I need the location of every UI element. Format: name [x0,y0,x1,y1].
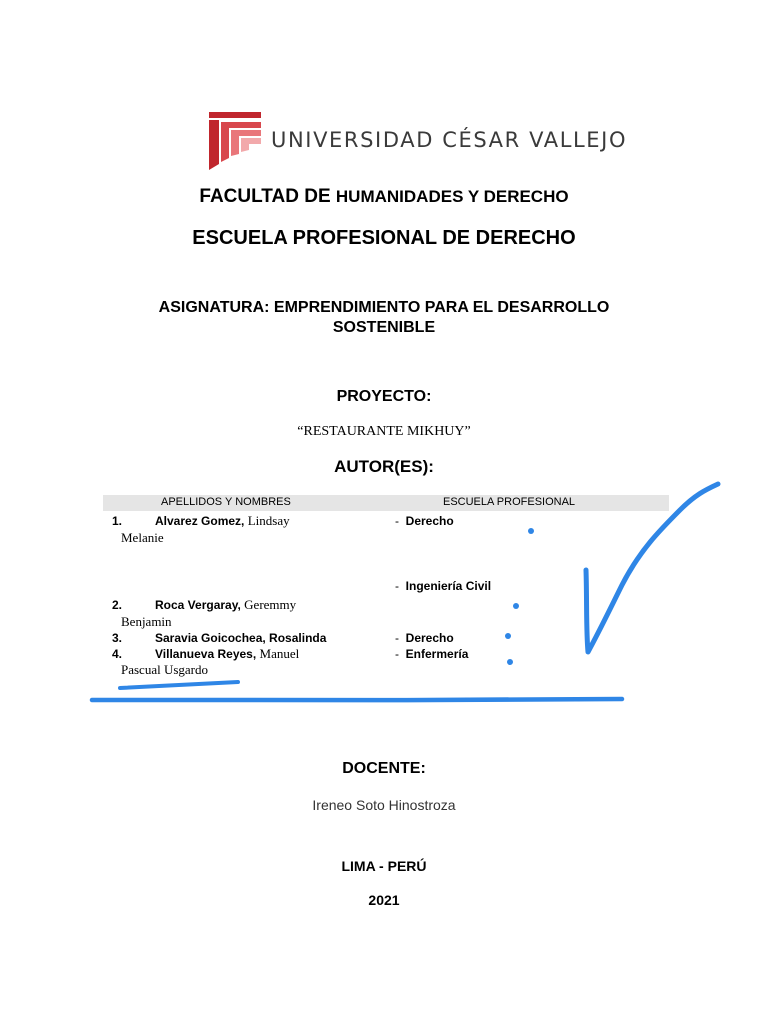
university-name: UNIVERSIDAD CÉSAR VALLEJO [271,128,628,152]
project-label: PROYECTO: [336,388,432,405]
faculty-title [0,186,768,208]
row-4-given2: Pascual Usgardo [121,662,209,677]
row-2-given2: Benjamin [121,614,172,629]
university-logo [207,108,628,174]
university-shield-icon [207,108,263,172]
subject-line-1: ASIGNATURA: EMPRENDIMIENTO PARA EL DESARROLLO [158,299,610,316]
long-line-stroke [92,699,622,700]
row-4-name [155,646,299,662]
row-3-name: Saravia Goicochea, Rosalinda [155,631,327,645]
row-3-dash: - [395,631,399,645]
row-2-given: Geremmy [244,597,297,612]
row-2-school [395,579,491,593]
row-4-number: 4. [112,647,123,661]
city: LIMA - PERÚ [341,858,427,874]
row-1-school-name: Derecho [405,514,454,528]
row-2-number: 2. [112,598,123,612]
docente-label: DOCENTE: [342,760,426,777]
row-3-school-name: Derecho [405,631,454,645]
row-3-school [395,631,454,645]
row-1-number: 1. [112,514,123,528]
row-3-number: 3. [112,631,123,645]
docente-name: Ireneo Soto Hinostroza [312,797,456,813]
row-2-surname: Roca Vergaray, [155,598,241,612]
ink-dot-3 [505,633,511,639]
row-2-name [155,597,296,613]
subject-title [0,298,768,338]
row-2-dash: - [395,579,399,593]
row-4-surname: Villanueva Reyes, [155,647,257,661]
year: 2021 [368,892,400,908]
row-4-school-name: Enfermería [405,647,469,661]
faculty-name: HUMANIDADES Y DERECHO [335,187,569,206]
row-4-school [395,647,468,661]
subject-line-2: SOSTENIBLE [332,319,436,336]
row-1-surname: Alvarez Gomez, [155,514,245,528]
row-4-dash: - [395,647,399,661]
authors-label: AUTOR(ES): [334,457,434,476]
authors-table-header [103,495,669,511]
header-school: ESCUELA PROFESIONAL [443,496,576,508]
ink-dot-2 [513,603,519,609]
underline-stroke [120,682,238,688]
header-names: APELLIDOS Y NOMBRES [161,496,291,508]
row-2-school-name: Ingeniería Civil [405,579,492,593]
ink-dot-4 [507,659,513,665]
row-1-dash: - [395,514,399,528]
row-1-name [155,513,290,529]
ink-dot-1 [528,528,534,534]
row-1-school [395,514,454,528]
row-1-given2: Melanie [121,530,164,545]
row-4-given: Manuel [259,646,300,661]
project-name: “RESTAURANTE MIKHUY” [297,424,471,439]
faculty-prefix: FACULTAD DE [199,186,331,207]
school-title: ESCUELA PROFESIONAL DE DERECHO [192,227,576,249]
row-1-given: Lindsay [247,513,290,528]
